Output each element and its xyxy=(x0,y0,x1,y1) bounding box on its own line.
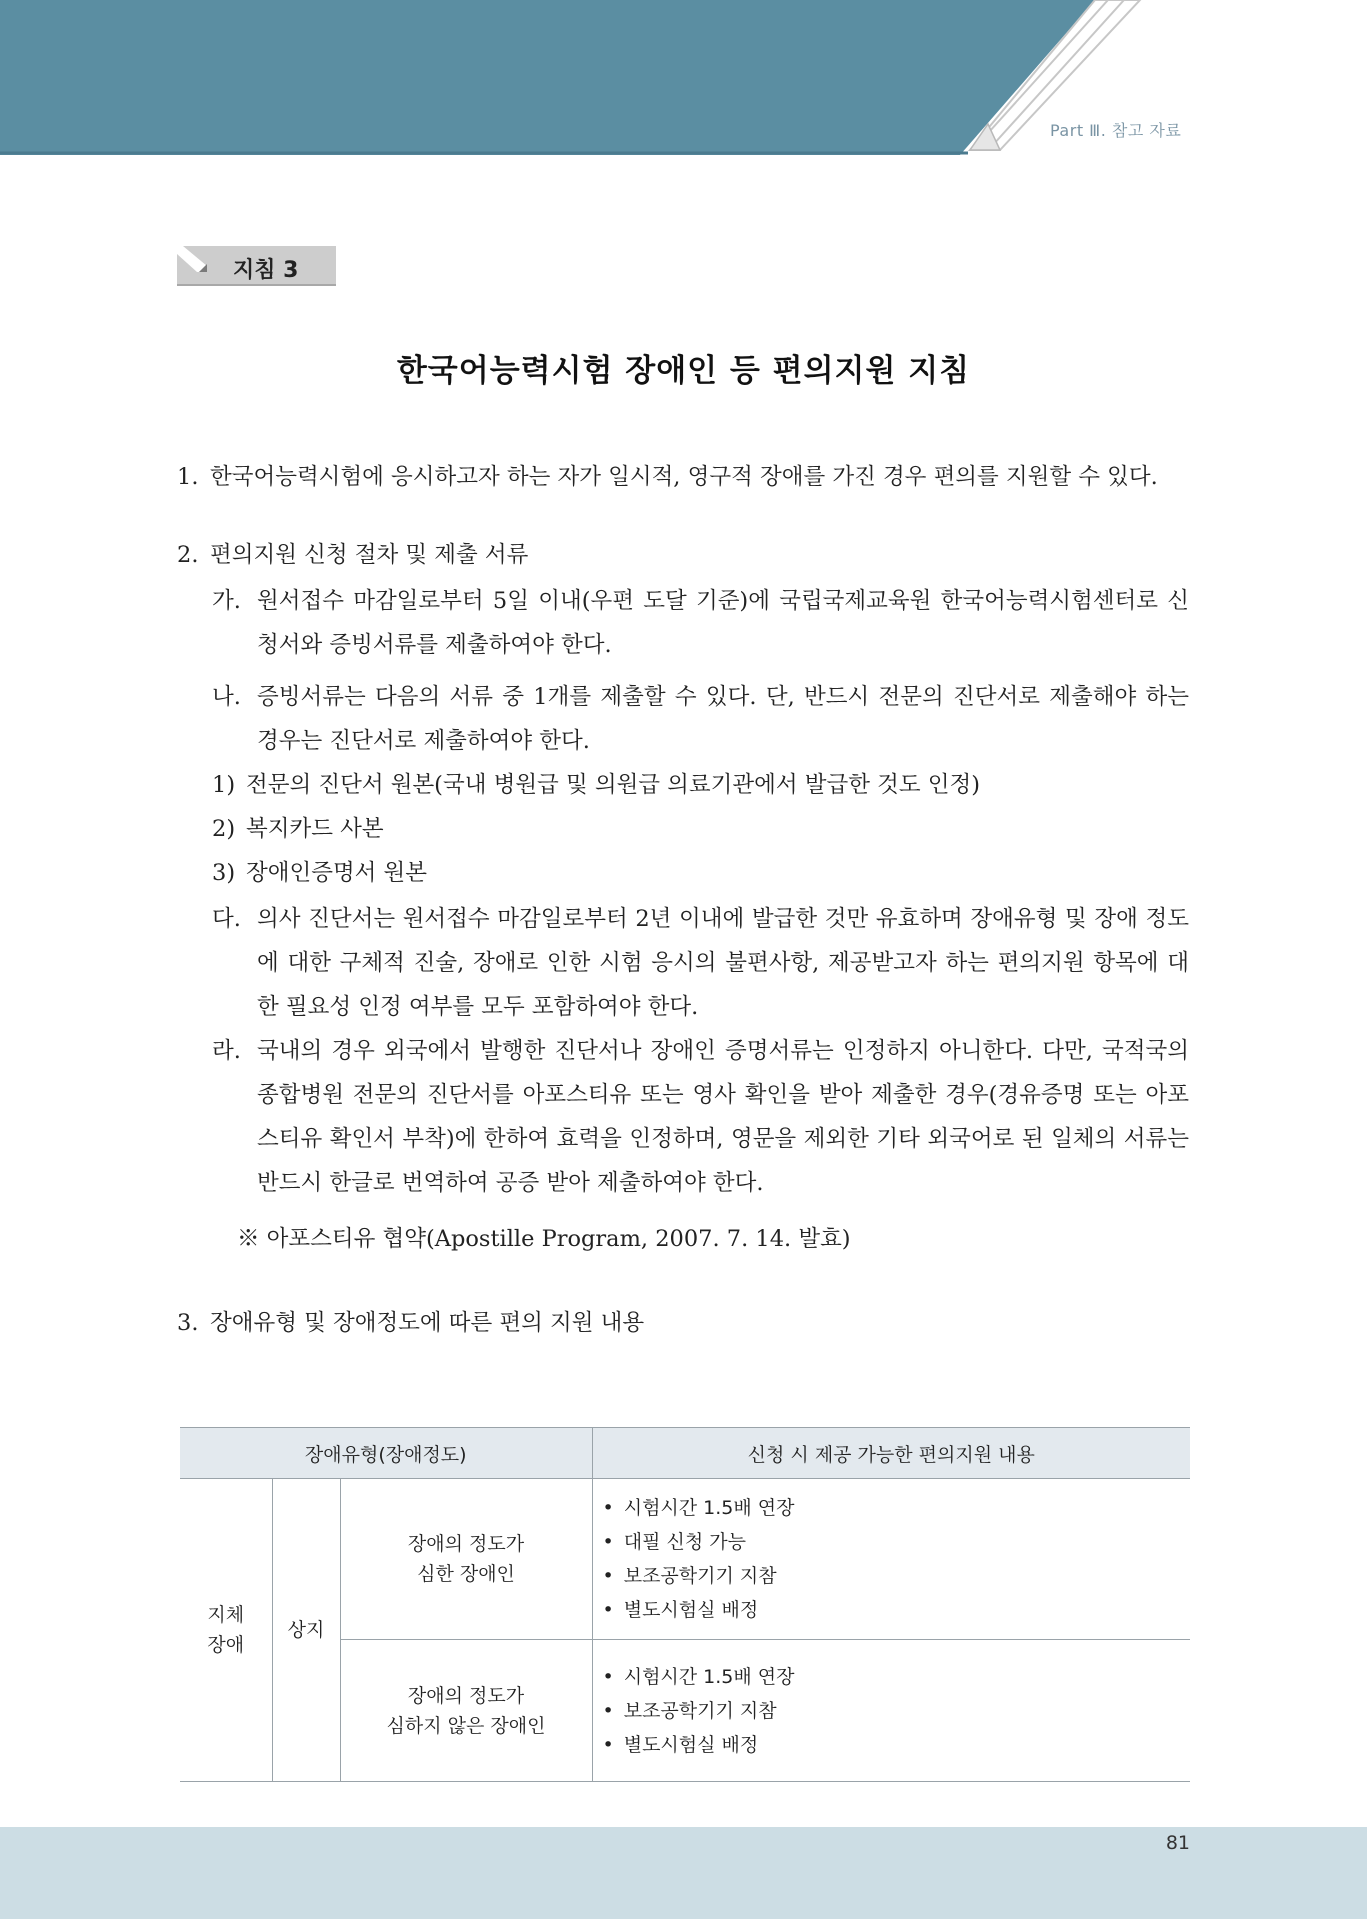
degree-cell xyxy=(340,1479,592,1640)
support-item: • 시험시간 1.5배 연장 xyxy=(603,1491,1190,1525)
degree-line: 심한 장애인 xyxy=(417,1563,515,1586)
arrow-corner-icon xyxy=(177,246,217,284)
category-cell xyxy=(180,1479,272,1782)
section-number: 2. xyxy=(177,542,199,568)
list-marker: 2) xyxy=(212,816,236,842)
item-da xyxy=(212,897,1189,1029)
support-item: • 별도시험실 배정 xyxy=(603,1593,1190,1627)
degree-cell xyxy=(340,1640,592,1782)
item-ra xyxy=(212,1029,1189,1205)
guide-tag xyxy=(177,246,336,286)
degree-line: 장애의 정도가 xyxy=(407,1684,525,1707)
support-list xyxy=(603,1660,1190,1762)
document-title: 한국어능력시험 장애인 등 편의지원 지침 xyxy=(396,353,971,389)
table-header-row xyxy=(180,1428,1190,1479)
item-text: 국내의 경우 외국에서 발행한 진단서나 장애인 증명서류는 인정하지 아니한다. 다만, 국적국의 종합병원 전문의 진단서를 아포스티유 또는 영사 확인을 받아 제출한 경우(경유증명 또는 아포스티유 확인서 부착)에 한하여 효력을 인정하며, 영문을 제외한 기타 외국어로 된 일체의 서류는 반드시 한글로 번역하여 공증 받아 제출하여야 한다. xyxy=(257,1038,1189,1196)
support-items-cell xyxy=(592,1479,1190,1640)
support-item: • 보조공학기기 지참 xyxy=(603,1559,1190,1593)
part-label: Part Ⅲ. 참고 자료 xyxy=(1050,121,1182,140)
item-marker: 라. xyxy=(212,1038,241,1064)
header-disability-type: 장애유형(장애정도) xyxy=(180,1428,592,1479)
section-1 xyxy=(177,455,1189,499)
item-marker: 나. xyxy=(212,684,241,710)
list-marker: 1) xyxy=(212,772,236,798)
section-text: 한국어능력시험에 응시하고자 하는 자가 일시적, 영구적 장애를 가진 경우 편의를 지원할 수 있다. xyxy=(210,464,1158,490)
apostille-note: ※ 아포스티유 협약(Apostille Program, 2007. 7. 14. 발효) xyxy=(237,1226,851,1252)
section-text: 장애유형 및 장애정도에 따른 편의 지원 내용 xyxy=(210,1310,645,1336)
degree-line: 심하지 않은 장애인 xyxy=(386,1714,546,1737)
document-list-item xyxy=(212,851,1189,895)
item-marker: 가. xyxy=(212,588,241,614)
header-support-content: 신청 시 제공 가능한 편의지원 내용 xyxy=(592,1428,1190,1479)
support-item: • 시험시간 1.5배 연장 xyxy=(603,1660,1190,1694)
section-number: 1. xyxy=(177,464,199,490)
item-marker: 다. xyxy=(212,906,241,932)
guide-tag-label: 지침 3 xyxy=(233,258,299,283)
table-row xyxy=(180,1479,1190,1640)
support-list xyxy=(603,1491,1190,1627)
section-2 xyxy=(177,533,1189,577)
item-text: 원서접수 마감일로부터 5일 이내(우편 도달 기준)에 국립국제교육원 한국어능력시험센터로 신청서와 증빙서류를 제출하여야 한다. xyxy=(257,588,1189,658)
support-item: • 대필 신청 가능 xyxy=(603,1525,1190,1559)
degree-line: 장애의 정도가 xyxy=(407,1533,525,1556)
list-text: 복지카드 사본 xyxy=(246,816,384,842)
document-list-item xyxy=(212,807,1189,851)
list-text: 전문의 진단서 원본(국내 병원급 및 의원급 의료기관에서 발급한 것도 인정) xyxy=(246,772,980,798)
item-text: 의사 진단서는 원서접수 마감일로부터 2년 이내에 발급한 것만 유효하며 장애유형 및 장애 정도에 대한 구체적 진술, 장애로 인한 시험 응시의 불편사항, 제공받고자 하는 편의지원 항목에 대한 필요성 인정 여부를 모두 포함하여야 한다. xyxy=(257,906,1189,1020)
section-number: 3. xyxy=(177,1310,199,1336)
section-3 xyxy=(177,1301,1189,1345)
page-number: 81 xyxy=(1165,1832,1190,1854)
list-marker: 3) xyxy=(212,860,236,886)
category-line: 지체 xyxy=(207,1604,245,1626)
support-item: • 별도시험실 배정 xyxy=(603,1728,1190,1762)
category-line: 장애 xyxy=(207,1634,245,1656)
accommodation-table xyxy=(180,1427,1190,1782)
document-list-item xyxy=(212,763,1189,807)
document-body xyxy=(177,455,1189,1345)
item-ga xyxy=(212,579,1189,667)
list-text: 장애인증명서 원본 xyxy=(246,860,428,886)
support-items-cell xyxy=(592,1640,1190,1782)
item-text: 증빙서류는 다음의 서류 중 1개를 제출할 수 있다. 단, 반드시 전문의 진단서로 제출해야 하는 경우는 진단서로 제출하여야 한다. xyxy=(257,684,1189,754)
section-text: 편의지원 신청 절차 및 제출 서류 xyxy=(210,542,529,568)
item-na xyxy=(212,675,1189,763)
support-item: • 보조공학기기 지참 xyxy=(603,1694,1190,1728)
subcategory-cell: 상지 xyxy=(272,1479,340,1782)
